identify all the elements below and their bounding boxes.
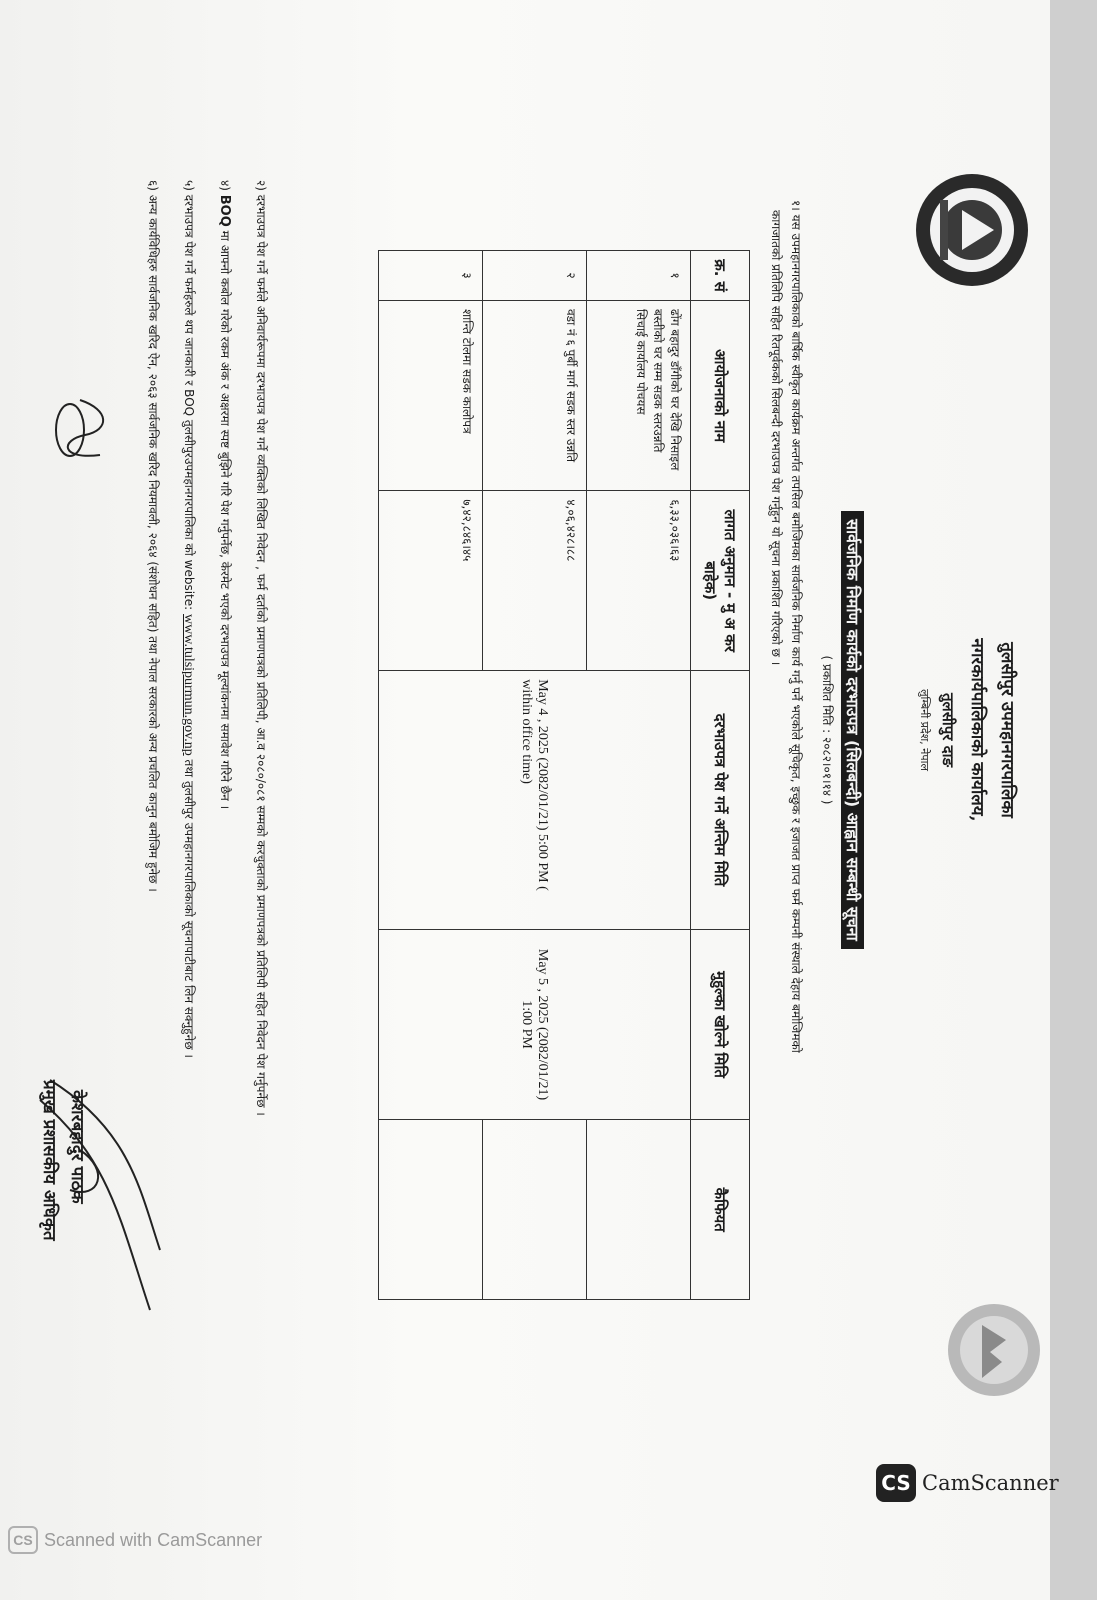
- header-sn: क्र. सं: [691, 251, 750, 301]
- intro-line-1: १। यस उपमहानगरपालिकाको बार्षिक स्वीकृत कार्यक्रम अन्तर्गत तपसिल बमोजिमका सार्वजनिक निर्माण कार्य गर्नु पर्ने भएकोले सूचिकृत, इच्छुक र इजाजत प्राप्त फर्म कम्पनी संस्थाले देहाय बमोजिमको: [789, 200, 803, 1053]
- scanned-with-watermark: [8, 1526, 262, 1554]
- note-5: [180, 180, 198, 1058]
- municipality-name: तुलसीपुर उपमहानगरपालिका: [997, 642, 1017, 818]
- header-opening-date: मुहुल्का खोल्ने मिति: [691, 929, 750, 1120]
- table-header-row: [691, 251, 750, 1300]
- office-name: नगरकार्यपालिकाको कार्यालय,: [967, 638, 987, 822]
- rotated-document: [20, 10, 1050, 1450]
- row-project-name: वडा नं ६ पुर्बी मार्ग सडक स्तर उन्नति: [483, 301, 587, 491]
- row-remark: [483, 1120, 587, 1300]
- officer-designation: प्रमुख प्रशासकीय अधिकृत: [39, 1080, 59, 1241]
- office-place: तुलसीपुर दाङ: [939, 692, 957, 768]
- scanned-badge-icon: CS: [8, 1526, 38, 1554]
- tender-table: [378, 250, 750, 1300]
- note-2: २) दरभाउपत्र पेश गर्ने फर्मले अनिवार्यरूपमा दरभाउपत्र पेश गर्ने व्यक्तिको लिखित निवेदन , फर्म दर्ताको प्रमाणपत्रको प्रतिलिपी, आ.व २०८०/०८१ सम्मको करचुक्ताको प्रमाणपत्रको प्रतिलिपी सहित निवेदन पेश गर्नुपर्नेछ ।: [254, 180, 268, 1116]
- officer-name: केशरबहादुर पाठक: [67, 1090, 87, 1204]
- row-deadline: May 4 , 2025 (2082/01/21) 5:00 PM ( within office time): [379, 671, 691, 929]
- scanned-text: Scanned with CamScanner: [44, 1529, 263, 1550]
- notice-title: सार्वजनिक निर्माण कार्यको दरभाउपत्र (सिलबन्दी) आह्वान सम्बन्धी सूचना: [842, 10, 864, 1450]
- row-project-name: ढोंग बहादुर डाँगीको घर देखि निसाइल बस्तीको घर सम्म सडक स्तरउन्नति सिचाई कार्यालय पोचयस: [587, 301, 691, 491]
- row-project-name: शान्ति टोलमा सडक कालोपत्र: [379, 301, 483, 491]
- note-5-tail: तथा तुलसीपुर उपमहानगरपालिकाको सूचनापाटीबाट लिन सक्नुहुनेछ ।: [182, 759, 196, 1058]
- note-5-text: ५) दरभाउपत्र पेश गर्ने फर्महरुले थप जानकारी र BOQ तुलसीपुरउपमहानगरपालिका को website:: [182, 180, 196, 611]
- municipality-seal-logo: [944, 1300, 1044, 1400]
- header-project-name: आयोजनाको नाम: [691, 301, 750, 491]
- row-cost: ४,०६,४२८।८८: [483, 491, 587, 671]
- row-sn: ३: [379, 251, 483, 301]
- row-sn: २: [483, 251, 587, 301]
- row-remark: [587, 1120, 691, 1300]
- note-4-prefix: ४): [218, 180, 232, 191]
- row-cost: ६,३३,०३६।६३: [587, 491, 691, 671]
- published-date: ( प्रकाशित मिति : २०८२।०१।१४ ): [820, 655, 834, 805]
- intro-line-2: कागजातको प्रतिलिपि सहित रितपूर्वकको सिलबन्दी दरभाउपत्र पेश गर्नुहुन यो सूचना प्रकाशित गरिएको छ ।: [769, 210, 783, 666]
- note-6: ६) अन्य कार्यविधिहरु सार्वजनिक खरिद ऐन, २०६३ सार्वजनिक खरिद नियमावली, २०६४ (संशोधन सहित) तथा नेपाल सरकारको अन्य प्रचलित कानुन बमोजिम हुनेछ ।: [146, 180, 160, 892]
- note-4-text: मा आफ्नो कबोल गरेको रकम अंक र अक्षरमा स्पष्ट बुझिने गरि पेश गर्नुपर्नेछ, केरमेट भएको दरभाउपत्र मूल्यांकनमा समावेश गरिने छैन ।: [218, 230, 232, 810]
- camscanner-logo: [876, 1464, 1059, 1502]
- header-submission-deadline: दरभाउपत्र पेश गर्ने अन्तिम मिति: [691, 671, 750, 929]
- website-link[interactable]: www.tulsipurmun.gov.np: [181, 614, 196, 756]
- camscanner-badge-icon: CS: [876, 1464, 916, 1502]
- row-opening-date: May 5 , 2025 (2082/01/21) 1:00 PM: [379, 929, 691, 1120]
- initial-signature: [50, 390, 120, 470]
- row-cost: ७,४२,८४६।४५: [379, 491, 483, 671]
- header-cost-estimate: लागत अनुमान - मु अ कर बाहेक): [691, 491, 750, 671]
- row-sn: १: [587, 251, 691, 301]
- note-4: [217, 180, 234, 809]
- header-remarks: कैफियत: [691, 1120, 750, 1300]
- camscanner-name: CamScanner: [922, 1471, 1059, 1495]
- table-row: [587, 251, 691, 1300]
- row-remark: [379, 1120, 483, 1300]
- office-province: लुम्बिनी प्रदेश, नेपाल: [918, 689, 931, 771]
- note-4-boq: BOQ: [217, 194, 232, 227]
